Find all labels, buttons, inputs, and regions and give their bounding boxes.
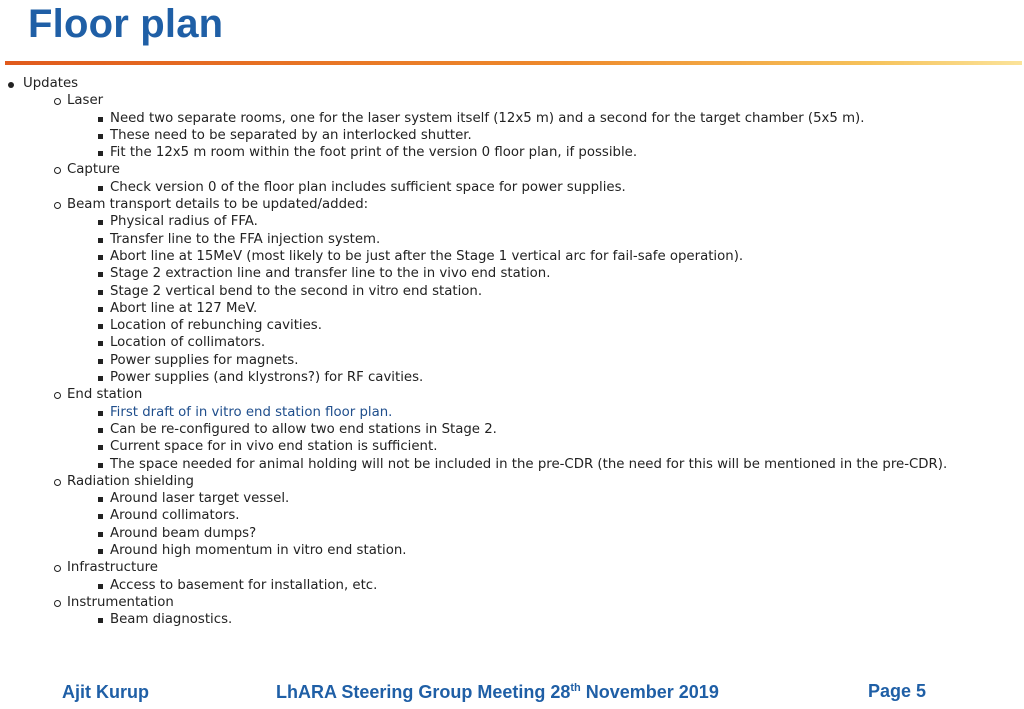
- list-item-text: Location of rebunching cavities.: [110, 318, 322, 334]
- list-item: [8, 248, 947, 265]
- square-bullet-icon: [98, 186, 103, 191]
- section-label: Beam transport details to be updated/added:: [67, 197, 369, 213]
- list-item: [8, 231, 947, 248]
- footer-meeting: [276, 682, 719, 703]
- meeting-date: November 2019: [580, 682, 719, 702]
- square-bullet-icon: [98, 324, 103, 329]
- list-item: [8, 611, 947, 628]
- hollow-circle-bullet-icon: [54, 479, 61, 486]
- hollow-circle-bullet-icon: [54, 600, 61, 607]
- list-item-text: Access to basement for installation, etc.: [110, 577, 378, 593]
- list-item: [8, 456, 947, 473]
- square-bullet-icon: [98, 532, 103, 537]
- square-bullet-icon: [98, 428, 103, 433]
- list-item-text: Need two separate rooms, one for the laser system itself (12x5 m) and a second for the target chamber (5x5 m).: [110, 110, 865, 126]
- square-bullet-icon: [98, 117, 103, 122]
- section-heading: [8, 559, 947, 576]
- list-item: [8, 490, 947, 507]
- list-item: [8, 507, 947, 524]
- section-heading: [8, 196, 947, 213]
- square-bullet-icon: [98, 238, 103, 243]
- list-item: [8, 404, 947, 421]
- square-bullet-icon: [98, 411, 103, 416]
- list-item-text: Stage 2 extraction line and transfer line to the in vivo end station.: [110, 266, 551, 282]
- page-number: Page 5: [868, 681, 927, 701]
- list-item: [8, 283, 947, 300]
- square-bullet-icon: [98, 618, 103, 623]
- section-label: Laser: [67, 93, 104, 109]
- list-item-text: Physical radius of FFA.: [110, 214, 258, 230]
- list-item-text: Can be re-configured to allow two end stations in Stage 2.: [110, 421, 497, 437]
- slide-title: Floor plan: [28, 2, 224, 46]
- list-item-text: Around collimators.: [110, 508, 240, 524]
- section-label: Radiation shielding: [67, 473, 195, 489]
- list-item-text: Abort line at 15MeV (most likely to be just after the Stage 1 vertical arc for fail-safe operation).: [110, 248, 744, 264]
- list-item-text: Fit the 12x5 m room within the foot print of the version 0 floor plan, if possible.: [110, 145, 638, 161]
- list-item-text: Abort line at 127 MeV.: [110, 300, 258, 316]
- list-item-text: Beam diagnostics.: [110, 612, 233, 628]
- square-bullet-icon: [98, 151, 103, 156]
- updates-label: Updates: [23, 76, 79, 91]
- bullet-list: [8, 75, 947, 629]
- list-item: [8, 525, 947, 542]
- square-bullet-icon: [98, 445, 103, 450]
- list-item-text: The space needed for animal holding will not be included in the pre-CDR (the need for this will be mentioned in the pre-CDR).: [110, 456, 948, 472]
- list-item: [8, 542, 947, 559]
- section-heading: [8, 473, 947, 490]
- list-item-text: Transfer line to the FFA injection system.: [110, 231, 381, 247]
- square-bullet-icon: [98, 307, 103, 312]
- list-item-text: Power supplies (and klystrons?) for RF cavities.: [110, 370, 424, 386]
- section-label: Instrumentation: [67, 594, 174, 610]
- list-item-level1: [8, 75, 947, 92]
- list-item: [8, 369, 947, 386]
- list-item: [8, 438, 947, 455]
- list-item-text: Power supplies for magnets.: [110, 352, 299, 368]
- list-item-text: Around high momentum in vitro end station.: [110, 543, 407, 559]
- list-item: [8, 334, 947, 351]
- square-bullet-icon: [98, 376, 103, 381]
- list-item: [8, 265, 947, 282]
- floor-plan-link[interactable]: First draft of in vitro end station floor plan.: [110, 404, 393, 420]
- list-item: [8, 300, 947, 317]
- square-bullet-icon: [98, 220, 103, 225]
- square-bullet-icon: [98, 255, 103, 260]
- list-item: [8, 352, 947, 369]
- list-item-text: Stage 2 vertical bend to the second in vitro end station.: [110, 283, 483, 299]
- list-item: [8, 317, 947, 334]
- list-item-text: Current space for in vivo end station is sufficient.: [110, 439, 438, 455]
- meeting-title: LhARA Steering Group Meeting 28: [276, 682, 571, 702]
- square-bullet-icon: [98, 584, 103, 589]
- list-item: [8, 179, 947, 196]
- square-bullet-icon: [98, 497, 103, 502]
- section-label: End station: [67, 387, 143, 403]
- square-bullet-icon: [98, 272, 103, 277]
- list-item: [8, 213, 947, 230]
- square-bullet-icon: [98, 359, 103, 364]
- section-heading: [8, 386, 947, 403]
- list-item: [8, 421, 947, 438]
- square-bullet-icon: [98, 549, 103, 554]
- section-heading: [8, 161, 947, 178]
- list-item-text: These need to be separated by an interlocked shutter.: [110, 127, 472, 143]
- section-label: Infrastructure: [67, 560, 158, 576]
- title-divider: [5, 61, 1022, 65]
- section-heading: [8, 92, 947, 109]
- list-item-text: Around beam dumps?: [110, 525, 257, 541]
- square-bullet-icon: [98, 514, 103, 519]
- section-heading: [8, 594, 947, 611]
- filled-circle-bullet-icon: [8, 82, 14, 88]
- square-bullet-icon: [98, 463, 103, 468]
- section-label: Capture: [67, 162, 120, 178]
- square-bullet-icon: [98, 134, 103, 139]
- list-item: [8, 110, 947, 127]
- meeting-date-suffix: th: [570, 682, 581, 694]
- footer-author: Ajit Kurup: [62, 682, 149, 702]
- list-item-text: Check version 0 of the floor plan includes sufficient space for power supplies.: [110, 179, 626, 195]
- list-item: [8, 144, 947, 161]
- list-item: [8, 577, 947, 594]
- list-item-text: Location of collimators.: [110, 335, 266, 351]
- list-item-text: Around laser target vessel.: [110, 491, 290, 507]
- square-bullet-icon: [98, 341, 103, 346]
- list-item: [8, 127, 947, 144]
- square-bullet-icon: [98, 290, 103, 295]
